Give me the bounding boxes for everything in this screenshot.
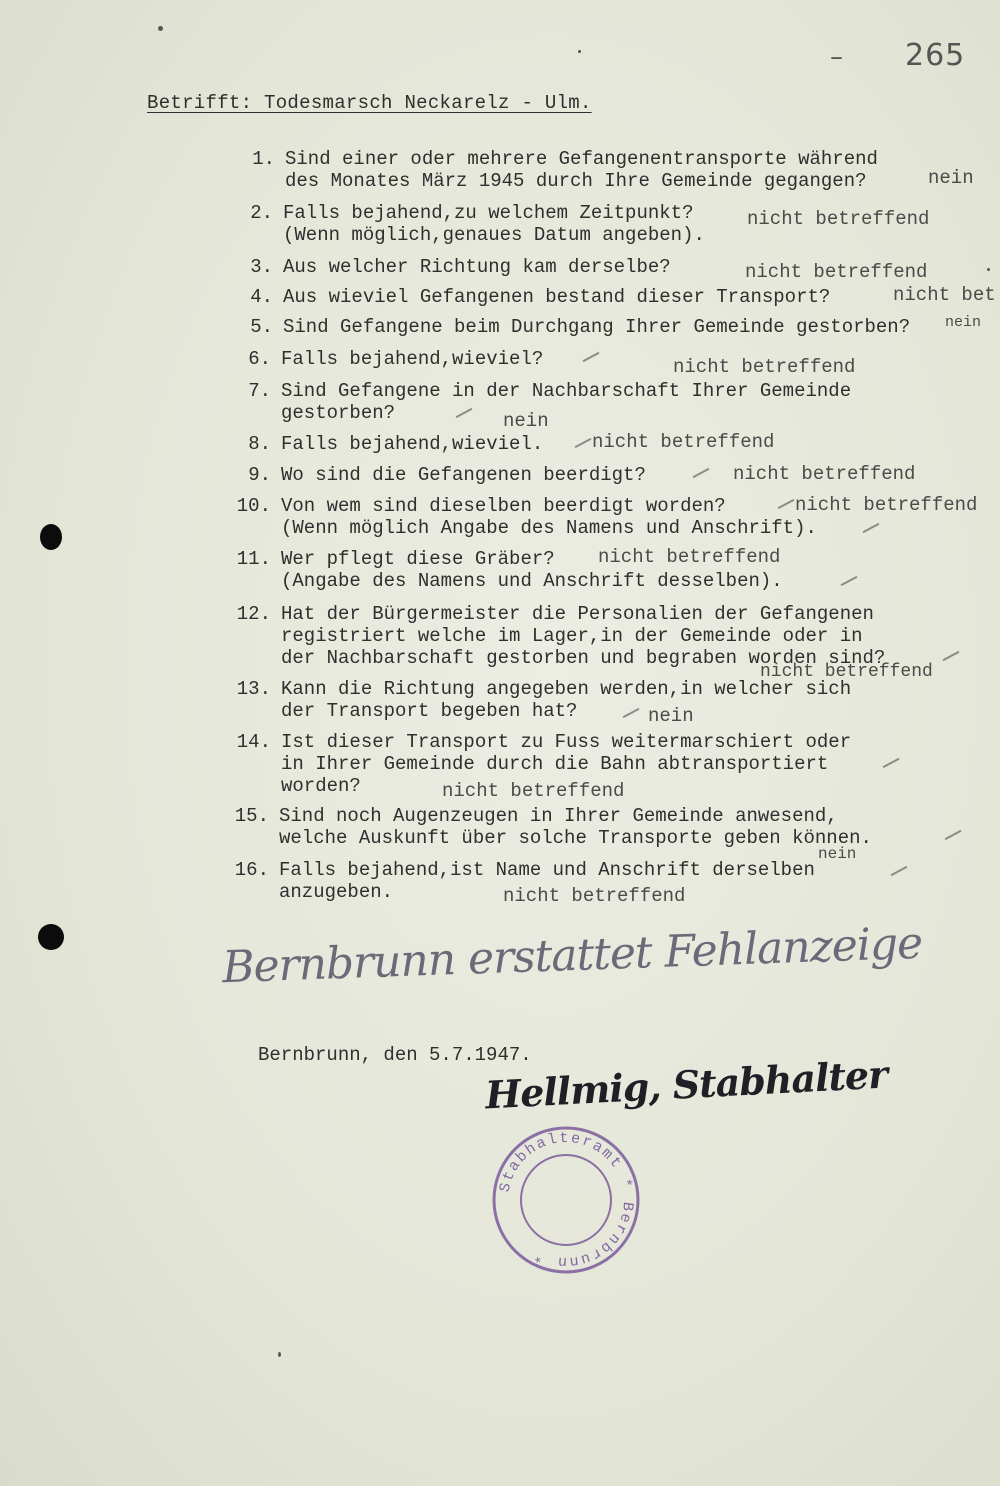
question-6 xyxy=(248,348,544,370)
question-number: 12. xyxy=(236,603,271,625)
check-mark xyxy=(575,438,592,448)
question-text: (Wenn möglich,genaues Datum angeben). xyxy=(283,224,705,246)
question-text: (Wenn möglich Angabe des Namens und Anschrift). xyxy=(281,517,817,539)
question-10 xyxy=(236,495,817,539)
answer-11: nicht betreffend xyxy=(598,546,781,568)
question-text: Sind Gefangene beim Durchgang Ihrer Gemeinde gestorben? xyxy=(283,316,911,338)
answer-2: nicht betreffend xyxy=(747,208,930,230)
answer-13: nein xyxy=(648,705,694,727)
question-text: Hat der Bürgermeister die Personalien der Gefangenen xyxy=(281,603,874,625)
check-mark xyxy=(891,866,908,876)
question-8 xyxy=(248,433,544,455)
question-number: 6. xyxy=(248,348,271,370)
answer-7: nein xyxy=(503,410,549,432)
question-text: Von wem sind dieselben beerdigt worden? xyxy=(281,495,726,517)
answer-5: nein xyxy=(945,314,982,331)
page-number: 265 xyxy=(905,38,966,73)
official-stamp xyxy=(490,1124,642,1276)
question-text: Falls bejahend,zu welchem Zeitpunkt? xyxy=(283,202,694,224)
question-text: Falls bejahend,ist Name und Anschrift derselben xyxy=(279,859,815,881)
question-number: 7. xyxy=(248,380,271,402)
question-text: des Monates März 1945 durch Ihre Gemeinde gegangen? xyxy=(285,170,867,192)
question-number: 11. xyxy=(236,548,271,570)
question-number: 5. xyxy=(250,316,273,338)
check-mark xyxy=(583,352,600,362)
question-text: Aus wieviel Gefangenen bestand dieser Transport? xyxy=(283,286,831,308)
place-date: Bernbrunn, den 5.7.1947. xyxy=(258,1044,532,1066)
paper-speck xyxy=(987,268,990,271)
answer-8: nicht betreffend xyxy=(592,431,775,453)
punch-hole xyxy=(38,924,64,950)
question-text: Falls bejahend,wieviel? xyxy=(281,348,544,370)
punch-hole xyxy=(40,524,62,550)
question-text: Wer pflegt diese Gräber? xyxy=(281,548,555,570)
answer-6: nicht betreffend xyxy=(673,356,856,378)
question-text: Wo sind die Gefangenen beerdigt? xyxy=(281,464,646,486)
question-text: worden? xyxy=(281,775,361,797)
check-mark xyxy=(841,576,858,586)
question-3 xyxy=(250,256,671,278)
question-15 xyxy=(234,805,872,849)
question-text: Kann die Richtung angegeben werden,in welcher sich xyxy=(281,678,852,700)
question-12 xyxy=(236,603,886,669)
check-mark xyxy=(883,758,900,768)
paper-speck xyxy=(158,26,163,31)
question-text: Sind noch Augenzeugen in Ihrer Gemeinde anwesend, xyxy=(279,805,838,827)
svg-text:Stabhalteramt * Bernbrunn * xyxy=(496,1130,636,1270)
check-mark xyxy=(945,830,962,840)
answer-12: nicht betreffend xyxy=(760,662,933,682)
check-mark xyxy=(693,468,710,478)
question-number: 13. xyxy=(236,678,271,700)
question-text: der Nachbarschaft gestorben und begraben worden sind? xyxy=(281,647,886,669)
question-text: der Transport begeben hat? xyxy=(281,700,578,722)
answer-1: nein xyxy=(928,167,974,189)
question-text: in Ihrer Gemeinde durch die Bahn abtransportiert xyxy=(281,753,829,775)
question-number: 2. xyxy=(250,202,273,224)
answer-14: nicht betreffend xyxy=(442,780,625,802)
question-7 xyxy=(248,380,852,424)
question-number: 9. xyxy=(248,464,271,486)
question-1 xyxy=(252,148,878,192)
question-text: Sind einer oder mehrere Gefangenentransporte während xyxy=(285,148,878,170)
paper-speck xyxy=(578,50,581,53)
subject-line: Betrifft: Todesmarsch Neckarelz - Ulm. xyxy=(147,92,592,114)
question-text: registriert welche im Lager,in der Gemeinde oder in xyxy=(281,625,863,647)
question-number: 10. xyxy=(236,495,271,517)
handwritten-remark: Bernbrunn erstattet Fehlanzeige xyxy=(221,917,923,994)
paper-speck xyxy=(278,1352,281,1357)
question-text: anzugeben. xyxy=(279,881,394,903)
question-13 xyxy=(236,678,852,722)
question-number: 16. xyxy=(234,859,269,881)
question-text: Aus welcher Richtung kam derselbe? xyxy=(283,256,671,278)
question-5 xyxy=(250,316,911,338)
answer-4: nicht bet xyxy=(893,284,996,306)
stamp-ring-text: Stabhalteramt * Bernbrunn * xyxy=(496,1129,637,1271)
answer-3: nicht betreffend xyxy=(745,261,928,283)
check-mark xyxy=(863,523,880,533)
answer-16: nicht betreffend xyxy=(503,885,686,907)
question-text: Ist dieser Transport zu Fuss weitermarschiert oder xyxy=(281,731,852,753)
question-text: (Angabe des Namens und Anschrift desselben). xyxy=(281,570,783,592)
signature: Hellmig, Stabhalter xyxy=(484,1051,889,1118)
answer-15: nein xyxy=(818,845,857,863)
answer-10: nicht betreffend xyxy=(795,494,978,516)
question-number: 3. xyxy=(250,256,273,278)
question-number: 4. xyxy=(250,286,273,308)
question-text: Sind Gefangene in der Nachbarschaft Ihrer Gemeinde xyxy=(281,380,852,402)
question-text: welche Auskunft über solche Transporte geben können. xyxy=(279,827,872,849)
question-number: 1. xyxy=(252,148,275,170)
check-mark xyxy=(943,651,960,661)
answer-9: nicht betreffend xyxy=(733,463,916,485)
question-number: 15. xyxy=(234,805,269,827)
question-number: 8. xyxy=(248,433,271,455)
question-2 xyxy=(250,202,705,246)
question-text: gestorben? xyxy=(281,402,396,424)
question-text: Falls bejahend,wieviel. xyxy=(281,433,544,455)
question-number: 14. xyxy=(236,731,271,753)
top-dash: – xyxy=(830,42,843,72)
question-9 xyxy=(248,464,646,486)
question-4 xyxy=(250,286,831,308)
